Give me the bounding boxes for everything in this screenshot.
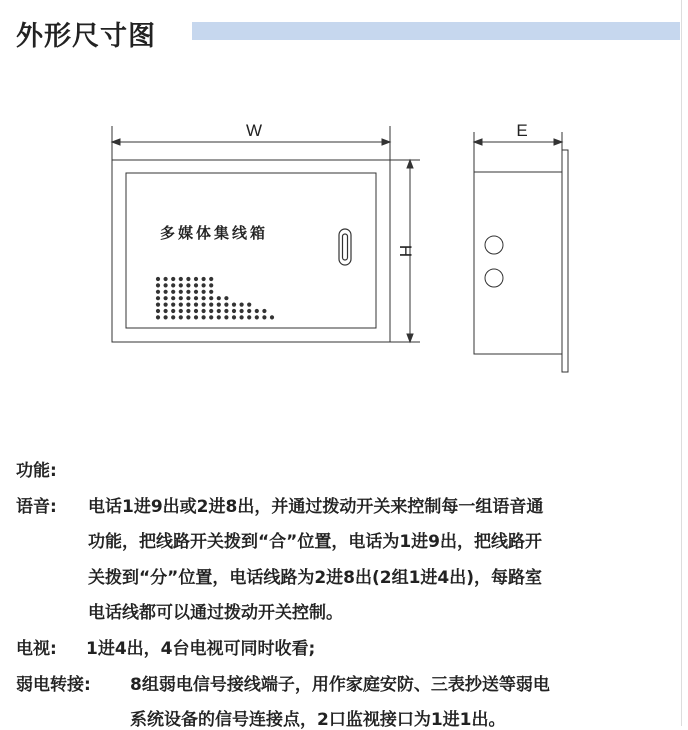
grille-dot — [209, 296, 213, 300]
grille-dot — [217, 315, 221, 319]
grille-dot — [262, 309, 266, 313]
grille-dot — [217, 296, 221, 300]
tv-text: 1进4出，4台电视可同时收看; — [86, 639, 316, 659]
grille-dot — [194, 277, 198, 281]
grille-dot — [224, 296, 228, 300]
grille-dot — [209, 315, 213, 319]
grille-dot — [240, 315, 244, 319]
grille-dot — [194, 296, 198, 300]
latch-icon — [339, 229, 351, 265]
grille-dot — [179, 303, 183, 307]
grille-dot — [156, 283, 160, 287]
grille-dot — [156, 296, 160, 300]
grille-dot — [164, 283, 168, 287]
grille-dot — [164, 277, 168, 281]
grille-dot — [186, 296, 190, 300]
grille-dot — [164, 315, 168, 319]
grille-dot — [232, 309, 236, 313]
grille-dot — [209, 277, 213, 281]
grille-dot — [194, 283, 198, 287]
grille-dot — [232, 315, 236, 319]
grille-dot — [255, 309, 259, 313]
voice-label: 语音: — [16, 497, 57, 517]
grille-dot — [262, 315, 266, 319]
grille-dot — [240, 309, 244, 313]
dim-e-label: E — [516, 121, 528, 140]
grille-dot — [224, 315, 228, 319]
grille-dot — [179, 309, 183, 313]
grille-dot — [171, 296, 175, 300]
tv-label: 电视: — [16, 639, 57, 659]
grille-dot — [186, 277, 190, 281]
voice-line-1: 电话1进9出或2进8出，并通过拨动开关来控制每一组语音通 — [88, 497, 544, 517]
title-accent-bar — [192, 22, 680, 40]
grille-dot — [202, 309, 206, 313]
grille-dot — [171, 309, 175, 313]
grille-dot — [194, 290, 198, 294]
grille-dot — [156, 277, 160, 281]
grille-dot — [202, 283, 206, 287]
grille-dot — [194, 309, 198, 313]
grille-dot — [247, 315, 251, 319]
weak-current-line-2: 系统设备的信号连接点，2口监视接口为1进1出。 — [130, 710, 506, 730]
grille-dot — [156, 315, 160, 319]
grille-dot — [232, 303, 236, 307]
grille-dot — [171, 277, 175, 281]
grille-dot — [186, 303, 190, 307]
grille-dot — [156, 309, 160, 313]
weak-current-label: 弱电转接: — [16, 675, 91, 695]
grille-dot — [217, 309, 221, 313]
grille-dot — [186, 315, 190, 319]
grille-dot — [171, 283, 175, 287]
dim-w-label: W — [245, 121, 263, 140]
panel-label: 多媒体集线箱 — [160, 224, 269, 242]
grille-dot — [156, 290, 160, 294]
grille-dot — [156, 303, 160, 307]
grille-dot — [171, 303, 175, 307]
grille-dot — [179, 277, 183, 281]
grille-dot — [202, 296, 206, 300]
grille-dot — [186, 309, 190, 313]
dimension-drawing — [0, 110, 688, 380]
function-heading: 功能: — [16, 461, 57, 481]
grille-dot — [171, 290, 175, 294]
voice-line-3: 关拨到“分”位置，电话线路为2进8出(2组1进4出)，每路室 — [88, 568, 543, 588]
grille-dot — [270, 315, 274, 319]
grille-dot — [224, 303, 228, 307]
grille-dot — [202, 277, 206, 281]
side-view — [474, 150, 568, 372]
grille-dot — [240, 303, 244, 307]
grille-dot — [164, 290, 168, 294]
grille-dot — [247, 309, 251, 313]
grille-dot — [209, 303, 213, 307]
grille-dot — [224, 309, 228, 313]
grille-dot — [194, 315, 198, 319]
dim-h-label: H — [396, 244, 415, 258]
grille-dot — [202, 303, 206, 307]
grille-dot — [209, 290, 213, 294]
grille-dot — [179, 315, 183, 319]
grille-dot — [164, 296, 168, 300]
grille-dot — [164, 303, 168, 307]
grille-dot — [255, 315, 259, 319]
grille-dot — [164, 309, 168, 313]
grille-dot — [202, 315, 206, 319]
grille-dot — [209, 309, 213, 313]
grille-dot — [202, 290, 206, 294]
grille-dot — [217, 303, 221, 307]
grille-dot — [179, 290, 183, 294]
grille-dot — [194, 303, 198, 307]
grille-dot — [179, 283, 183, 287]
grille-dot — [209, 283, 213, 287]
grille-dot — [171, 315, 175, 319]
section-title: 外形尺寸图 — [16, 21, 156, 52]
grille-dot — [186, 290, 190, 294]
front-outer-box — [112, 160, 390, 342]
grille-dot — [186, 283, 190, 287]
grille-dot — [247, 303, 251, 307]
weak-current-line-1: 8组弱电信号接线端子，用作家庭安防、三表抄送等弱电 — [130, 675, 550, 695]
voice-line-4: 电话线都可以通过拨动开关控制。 — [88, 603, 343, 623]
grille-dot — [179, 296, 183, 300]
speaker-grille — [156, 277, 274, 320]
voice-line-2: 功能，把线路开关拨到“合”位置，电话为1进9出，把线路开 — [88, 532, 543, 552]
